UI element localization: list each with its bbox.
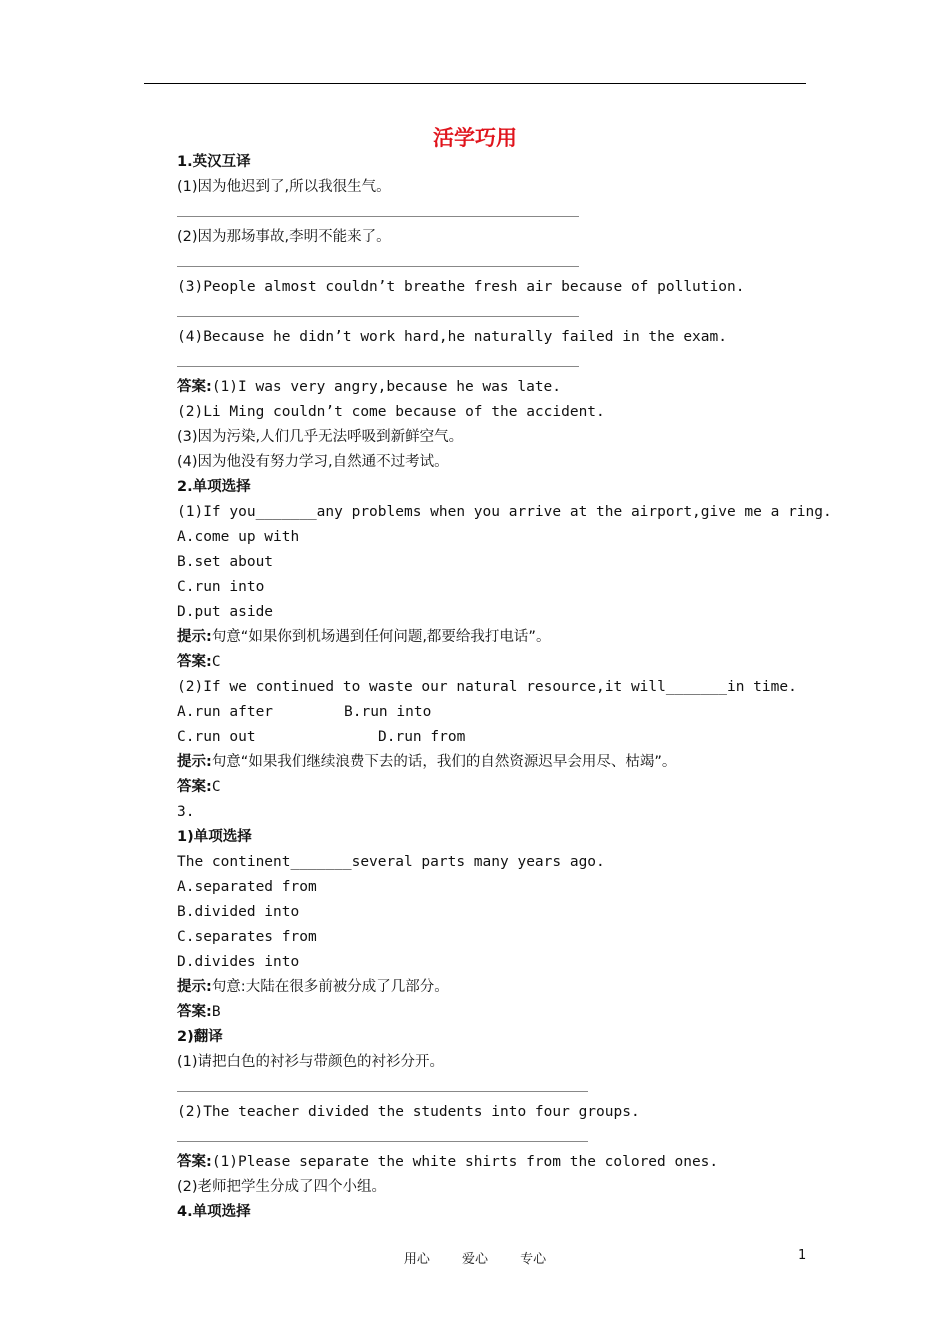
s3-translate-answer-1: (1)Please separate the white shirts from the colored ones. [211, 1154, 719, 1170]
option: A.come up with [177, 529, 300, 545]
s2-answer-2: C [211, 779, 221, 795]
s3-translate-1: (1)请把白色的衬衫与带颜色的衬衫分开。 [177, 1054, 445, 1070]
s2-question-1: (1)If you_______any problems when you arrive at the airport,give me a ring. [177, 504, 832, 520]
option: B.set about [177, 554, 274, 570]
section-3-number: 3. [177, 804, 195, 820]
answer-label: 答案: [177, 654, 212, 670]
option: B.run into [344, 704, 432, 720]
s1-answer-2: (2)Li Ming couldn’t come because of the accident. [177, 404, 605, 420]
s2-question-2: (2)If we continued to waste our natural resource,it will_______in time. [177, 679, 797, 695]
option: B.divided into [177, 904, 300, 920]
answer-label: 答案: [177, 1004, 212, 1020]
s1-question-2: (2)因为那场事故,李明不能来了。 [177, 229, 391, 245]
hint-label: 提示: [177, 629, 212, 645]
s3-question: The continent_______several parts many years ago. [177, 854, 605, 870]
page-footer: 用心 爱心 专心 [403, 1252, 547, 1267]
s1-answer-1: (1)I was very angry,because he was late. [211, 379, 562, 395]
option: D.divides into [177, 954, 300, 970]
document-body [177, 150, 832, 1225]
s1-answer-3: (3)因为污染,人们几乎无法呼吸到新鲜空气。 [177, 429, 464, 445]
answer-blank [177, 300, 817, 325]
answer-blank [177, 1125, 817, 1150]
answer-blank [177, 1075, 817, 1100]
option: C.run out [177, 729, 256, 745]
s1-question-4: (4)Because he didn’t work hard,he naturally failed in the exam. [177, 329, 727, 345]
page-number: 1 [798, 1248, 807, 1263]
s3-translate-2: (2)The teacher divided the students into four groups. [177, 1104, 640, 1120]
section-3-sub1-heading: 1)单项选择 [177, 829, 252, 845]
option: C.run into [177, 579, 265, 595]
options-row [177, 700, 817, 725]
hint-label: 提示: [177, 979, 212, 995]
s2-answer-1: C [211, 654, 221, 670]
option: A.run after [177, 704, 274, 720]
section-3-sub2-heading: 2)翻译 [177, 1029, 223, 1045]
s1-question-1: (1)因为他迟到了,所以我很生气。 [177, 179, 391, 195]
s3-translate-answer-2: (2)老师把学生分成了四个小组。 [177, 1179, 387, 1195]
s2-hint-1: 句意“如果你到机场遇到任何问题,都要给我打电话”。 [211, 629, 551, 645]
option: D.run from [378, 729, 466, 745]
answer-label: 答案: [177, 379, 212, 395]
answer-blank [177, 350, 817, 375]
s1-question-3: (3)People almost couldn’t breathe fresh air because of pollution. [177, 279, 745, 295]
s1-answer-4: (4)因为他没有努力学习,自然通不过考试。 [177, 454, 449, 470]
s2-hint-2: 句意“如果我们继续浪费下去的话，我们的自然资源迟早会用尽、枯竭”。 [211, 754, 677, 770]
option: A.separated from [177, 879, 317, 895]
section-1-heading: 1.英汉互译 [177, 154, 251, 170]
header-rule [144, 83, 806, 84]
answer-label: 答案: [177, 779, 212, 795]
section-4-heading: 4.单项选择 [177, 1204, 251, 1220]
option: D.put aside [177, 604, 274, 620]
s3-answer: B [211, 1004, 221, 1020]
option: C.separates from [177, 929, 317, 945]
answer-label: 答案: [177, 1154, 212, 1170]
hint-label: 提示: [177, 754, 212, 770]
answer-blank [177, 200, 817, 225]
section-2-heading: 2.单项选择 [177, 479, 251, 495]
s3-hint: 句意:大陆在很多前被分成了几部分。 [211, 979, 449, 995]
options-row [177, 725, 817, 750]
page-title: 活学巧用 [433, 126, 517, 150]
answer-blank [177, 250, 817, 275]
